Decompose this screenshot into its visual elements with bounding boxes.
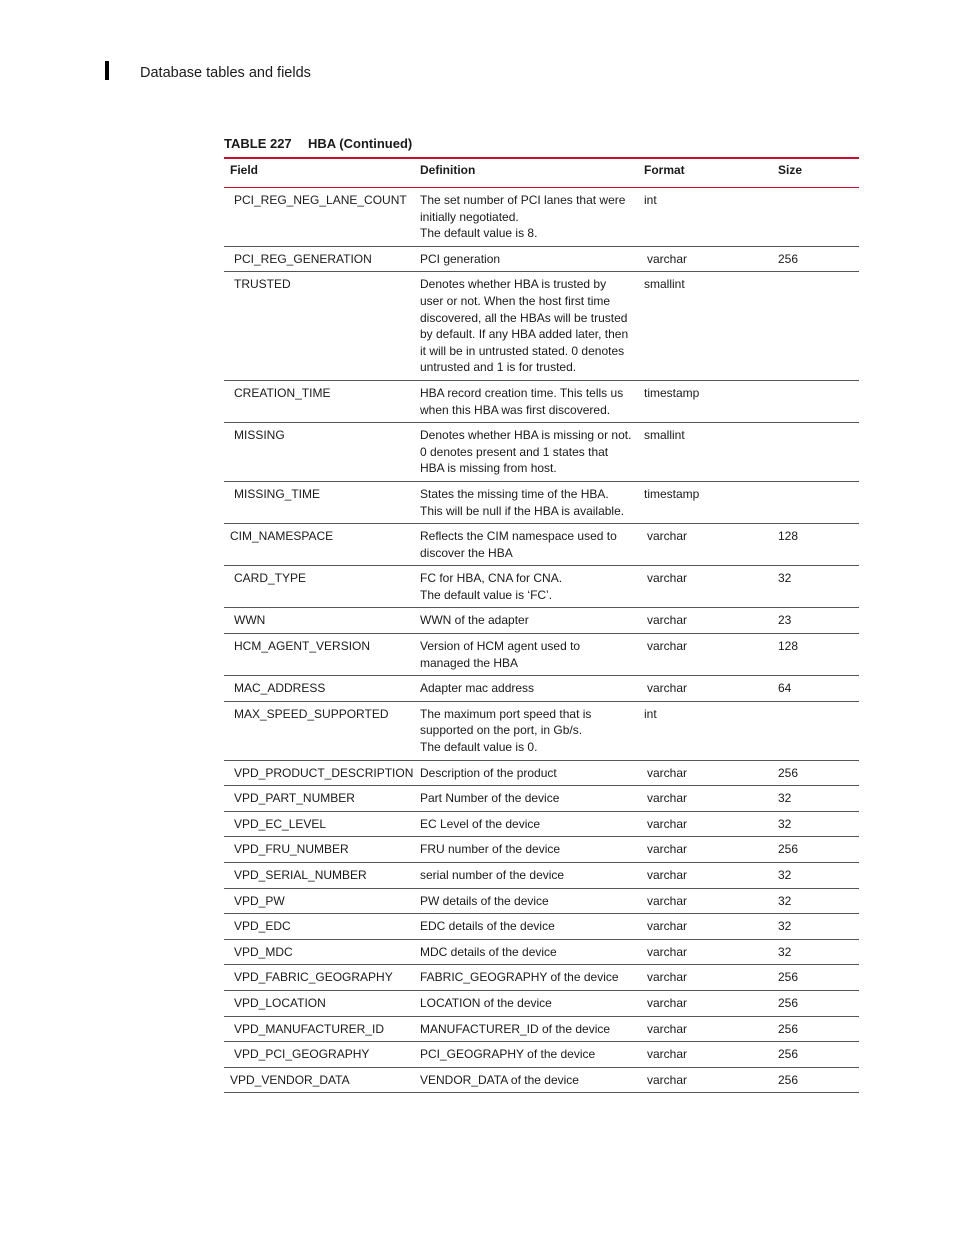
cell-format: varchar xyxy=(638,965,772,991)
cell-format: varchar xyxy=(638,990,772,1016)
cell-field: VPD_MDC xyxy=(224,939,414,965)
column-header-size: Size xyxy=(772,158,859,188)
cell-field: MAX_SPEED_SUPPORTED xyxy=(224,701,414,760)
cell-field: VPD_FRU_NUMBER xyxy=(224,837,414,863)
cell-definition xyxy=(414,524,638,566)
cell-definition xyxy=(414,1016,638,1042)
cell-size xyxy=(772,481,859,523)
definition-line: The default value is 8. xyxy=(420,226,538,241)
cell-definition xyxy=(414,272,638,381)
cell-format: varchar xyxy=(638,837,772,863)
cell-definition xyxy=(414,380,638,422)
cell-definition xyxy=(414,811,638,837)
table-row xyxy=(224,939,859,965)
definition-line: Denotes whether HBA is trusted by user or not. When the host first time discovered, all the HBAs will be trusted by default. If any HBA added later, then it will be in untrusted stated. 0 denotes untrusted and 1 is for trusted. xyxy=(420,277,629,375)
table-row xyxy=(224,863,859,889)
cell-definition xyxy=(414,701,638,760)
table-title: HBA (Continued) xyxy=(308,136,413,151)
margin-change-bar xyxy=(105,61,109,80)
cell-definition xyxy=(414,608,638,634)
cell-format: varchar xyxy=(638,786,772,812)
cell-definition xyxy=(414,481,638,523)
cell-format: varchar xyxy=(638,246,772,272)
table-row xyxy=(224,965,859,991)
column-header-format: Format xyxy=(638,158,772,188)
definition-line: Denotes whether HBA is missing or not. 0 denotes present and 1 states that HBA is missing from host. xyxy=(420,428,632,476)
running-header: Database tables and fields xyxy=(140,65,311,81)
definition-line: Reflects the CIM namespace used to discover the HBA xyxy=(420,529,617,560)
cell-size xyxy=(772,272,859,381)
table-row xyxy=(224,1067,859,1093)
cell-definition xyxy=(414,888,638,914)
cell-field: VPD_PCI_GEOGRAPHY xyxy=(224,1042,414,1068)
definition-line: LOCATION of the device xyxy=(420,995,552,1010)
definition-line: VENDOR_DATA of the device xyxy=(420,1072,579,1087)
cell-format: varchar xyxy=(638,1016,772,1042)
table-row xyxy=(224,701,859,760)
cell-size: 32 xyxy=(772,863,859,889)
cell-definition xyxy=(414,786,638,812)
cell-format: int xyxy=(638,188,772,247)
cell-size: 32 xyxy=(772,888,859,914)
cell-format: varchar xyxy=(638,566,772,608)
cell-definition xyxy=(414,863,638,889)
cell-size: 64 xyxy=(772,676,859,702)
cell-size: 256 xyxy=(772,837,859,863)
table-row xyxy=(224,566,859,608)
definition-line: MANUFACTURER_ID of the device xyxy=(420,1021,611,1036)
table-caption xyxy=(224,136,412,151)
cell-field: MISSING_TIME xyxy=(224,481,414,523)
cell-field: VPD_SERIAL_NUMBER xyxy=(224,863,414,889)
cell-field: VPD_MANUFACTURER_ID xyxy=(224,1016,414,1042)
table-row xyxy=(224,1042,859,1068)
table-row xyxy=(224,1016,859,1042)
cell-format: int xyxy=(638,701,772,760)
definition-line: Description of the product xyxy=(420,765,557,780)
cell-definition xyxy=(414,914,638,940)
cell-field: VPD_PART_NUMBER xyxy=(224,786,414,812)
table-row xyxy=(224,524,859,566)
table-row xyxy=(224,990,859,1016)
definition-line: HBA record creation time. This tells us when this HBA was first discovered. xyxy=(420,385,624,417)
cell-field: VPD_EDC xyxy=(224,914,414,940)
cell-definition xyxy=(414,423,638,482)
definition-line: Adapter mac address xyxy=(420,681,535,696)
definition-line: WWN of the adapter xyxy=(420,613,529,628)
cell-format: varchar xyxy=(638,676,772,702)
cell-field: MISSING xyxy=(224,423,414,482)
table-row xyxy=(224,837,859,863)
cell-size: 256 xyxy=(772,990,859,1016)
cell-size: 256 xyxy=(772,246,859,272)
cell-definition xyxy=(414,1067,638,1093)
cell-field: CREATION_TIME xyxy=(224,380,414,422)
cell-size: 256 xyxy=(772,1067,859,1093)
definition-line: FABRIC_GEOGRAPHY of the device xyxy=(420,970,619,985)
definition-line: The maximum port speed that is supported on the port, in Gb/s. xyxy=(420,706,592,738)
definition-line: PCI generation xyxy=(420,251,501,266)
cell-format: timestamp xyxy=(638,380,772,422)
cell-definition xyxy=(414,566,638,608)
cell-format: varchar xyxy=(638,914,772,940)
table-row xyxy=(224,888,859,914)
cell-definition xyxy=(414,965,638,991)
table-number: TABLE 227 xyxy=(224,136,292,151)
table-row xyxy=(224,423,859,482)
column-header-definition: Definition xyxy=(414,158,638,188)
cell-field: PCI_REG_NEG_LANE_COUNT xyxy=(224,188,414,247)
cell-size: 256 xyxy=(772,965,859,991)
cell-field: VPD_FABRIC_GEOGRAPHY xyxy=(224,965,414,991)
table-row xyxy=(224,481,859,523)
definition-line: MDC details of the device xyxy=(420,944,557,959)
cell-field: VPD_PRODUCT_DESCRIPTION xyxy=(224,760,414,786)
cell-size: 32 xyxy=(772,914,859,940)
cell-definition xyxy=(414,1042,638,1068)
cell-size xyxy=(772,423,859,482)
table-row xyxy=(224,380,859,422)
table-row xyxy=(224,760,859,786)
cell-definition xyxy=(414,634,638,676)
definition-line: Part Number of the device xyxy=(420,791,560,806)
definition-line: FRU number of the device xyxy=(420,842,561,857)
definition-line: The default value is 0. xyxy=(420,740,538,755)
definition-line: serial number of the device xyxy=(420,868,565,882)
cell-field: MAC_ADDRESS xyxy=(224,676,414,702)
definition-line: The default value is ‘FC’. xyxy=(420,587,553,602)
cell-definition xyxy=(414,676,638,702)
cell-format: varchar xyxy=(638,1042,772,1068)
cell-size xyxy=(772,701,859,760)
cell-definition xyxy=(414,188,638,247)
table-row xyxy=(224,272,859,381)
cell-format: varchar xyxy=(638,863,772,889)
cell-field: VPD_EC_LEVEL xyxy=(224,811,414,837)
definition-line: The set number of PCI lanes that were initially negotiated. xyxy=(420,193,626,224)
cell-size: 128 xyxy=(772,634,859,676)
cell-definition xyxy=(414,837,638,863)
cell-format: varchar xyxy=(638,811,772,837)
cell-format: varchar xyxy=(638,608,772,634)
cell-size: 32 xyxy=(772,786,859,812)
cell-field: VPD_LOCATION xyxy=(224,990,414,1016)
definition-line: PCI_GEOGRAPHY of the device xyxy=(420,1047,596,1062)
cell-field: HCM_AGENT_VERSION xyxy=(224,634,414,676)
cell-format: varchar xyxy=(638,634,772,676)
cell-field: WWN xyxy=(224,608,414,634)
cell-format: smallint xyxy=(638,423,772,482)
cell-definition xyxy=(414,246,638,272)
definition-line: Version of HCM agent used to managed the HBA xyxy=(420,639,581,670)
table-body xyxy=(224,188,859,1093)
cell-size: 256 xyxy=(772,1016,859,1042)
cell-format: varchar xyxy=(638,524,772,566)
definition-line: EDC details of the device xyxy=(420,919,555,934)
cell-format: smallint xyxy=(638,272,772,381)
cell-size xyxy=(772,380,859,422)
cell-field: VPD_PW xyxy=(224,888,414,914)
table-row xyxy=(224,246,859,272)
table-row xyxy=(224,786,859,812)
cell-definition xyxy=(414,990,638,1016)
cell-field: CIM_NAMESPACE xyxy=(224,524,414,566)
cell-format: varchar xyxy=(638,760,772,786)
cell-field: PCI_REG_GENERATION xyxy=(224,246,414,272)
cell-format: varchar xyxy=(638,1067,772,1093)
table-row xyxy=(224,634,859,676)
cell-size: 32 xyxy=(772,566,859,608)
table-row xyxy=(224,914,859,940)
cell-format: varchar xyxy=(638,888,772,914)
table-row xyxy=(224,676,859,702)
table-header xyxy=(224,158,859,188)
cell-definition xyxy=(414,939,638,965)
table-row xyxy=(224,811,859,837)
table-row xyxy=(224,608,859,634)
definition-line: This will be null if the HBA is available. xyxy=(420,503,625,518)
hba-table xyxy=(224,157,859,1093)
hba-table-container xyxy=(224,157,859,1093)
definition-line: FC for HBA, CNA for CNA. xyxy=(420,571,563,586)
cell-format: timestamp xyxy=(638,481,772,523)
column-header-field: Field xyxy=(224,158,414,188)
cell-format: varchar xyxy=(638,939,772,965)
cell-size: 23 xyxy=(772,608,859,634)
cell-field: VPD_VENDOR_DATA xyxy=(224,1067,414,1093)
cell-size: 32 xyxy=(772,939,859,965)
cell-size xyxy=(772,188,859,247)
cell-field: CARD_TYPE xyxy=(224,566,414,608)
table-row xyxy=(224,188,859,247)
cell-definition xyxy=(414,760,638,786)
cell-size: 256 xyxy=(772,760,859,786)
cell-size: 32 xyxy=(772,811,859,837)
cell-size: 128 xyxy=(772,524,859,566)
definition-line: States the missing time of the HBA. xyxy=(420,486,609,501)
cell-size: 256 xyxy=(772,1042,859,1068)
definition-line: EC Level of the device xyxy=(420,816,541,831)
header-row xyxy=(224,158,859,188)
definition-line: PW details of the device xyxy=(420,893,549,908)
cell-field: TRUSTED xyxy=(224,272,414,381)
